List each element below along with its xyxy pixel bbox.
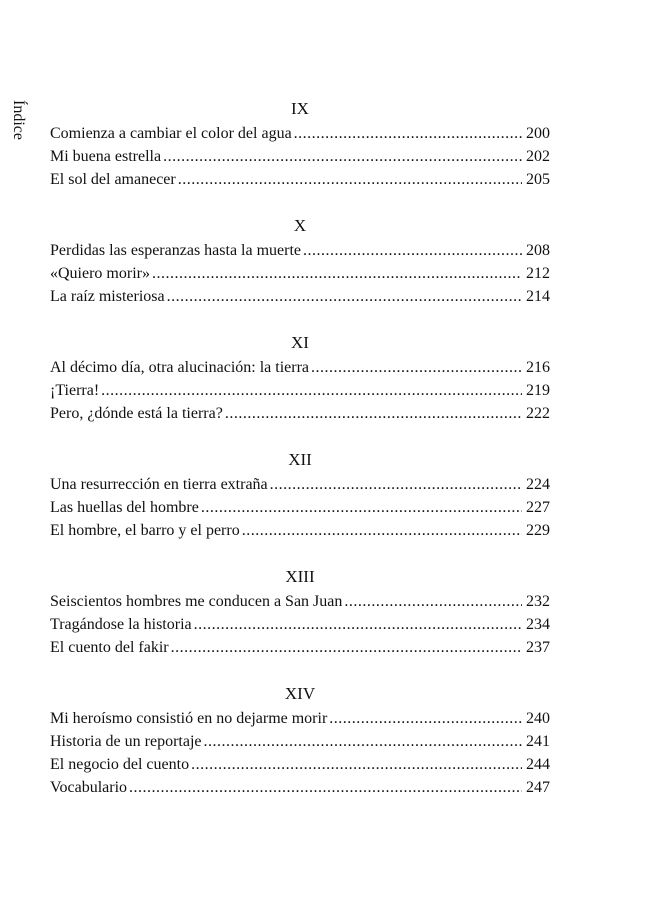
entry-title: Vocabulario: [50, 779, 128, 796]
dot-leader: [270, 473, 522, 496]
entry-page-number: 232: [526, 593, 550, 610]
chapter-title: XIII: [285, 567, 315, 586]
chapter-title: X: [293, 216, 307, 235]
toc-entry: [50, 379, 550, 402]
toc-entry: [50, 776, 550, 799]
entry-page-number: 216: [526, 359, 550, 376]
toc-entry: [50, 402, 550, 425]
entry-title: ¡Tierra!: [50, 382, 100, 399]
entry-title: Mi heroísmo consistió en no dejarme morir: [50, 710, 328, 727]
dot-leader: [225, 402, 522, 425]
entry-page-number: 202: [526, 148, 550, 165]
dot-leader: [303, 239, 522, 262]
toc-entry: [50, 168, 550, 191]
dot-leader: [242, 519, 522, 542]
entry-page-number: 205: [526, 171, 550, 188]
entry-title: Mi buena estrella: [50, 148, 162, 165]
entry-title: El hombre, el barro y el perro: [50, 522, 240, 539]
toc-entry: [50, 707, 550, 730]
entry-page-number: 222: [526, 405, 550, 422]
entry-title: El negocio del cuento: [50, 756, 190, 773]
toc-entry: [50, 145, 550, 168]
chapter-xiii: [50, 566, 550, 659]
entry-title: Al décimo día, otra alucinación: la tierra: [50, 359, 309, 376]
entry-page-number: 212: [526, 265, 550, 282]
dot-leader: [178, 168, 522, 191]
entry-title: La raíz misteriosa: [50, 288, 165, 305]
toc-entry: [50, 122, 550, 145]
entry-title: Tragándose la historia: [50, 616, 192, 633]
entry-title: Comienza a cambiar el color del agua: [50, 125, 292, 142]
dot-leader: [311, 356, 522, 379]
chapter-xii: [50, 449, 550, 542]
chapter-title: IX: [291, 99, 309, 118]
entry-page-number: 214: [526, 288, 550, 305]
dot-leader: [204, 730, 523, 753]
chapter-xi: [50, 332, 550, 425]
dot-leader: [167, 285, 522, 308]
dot-leader: [171, 636, 522, 659]
dot-leader: [163, 145, 522, 168]
dot-leader: [194, 613, 522, 636]
toc-entry: [50, 613, 550, 636]
entry-title: Seiscientos hombres me conducen a San Juan: [50, 593, 343, 610]
chapter-title: XII: [288, 450, 312, 469]
entry-page-number: 224: [526, 476, 550, 493]
running-head: Índice: [10, 100, 27, 140]
entry-page-number: 234: [526, 616, 550, 633]
toc-entry: [50, 519, 550, 542]
dot-leader: [201, 496, 522, 519]
entry-page-number: 208: [526, 242, 550, 259]
entry-page-number: 244: [526, 756, 550, 773]
toc-entry: [50, 590, 550, 613]
chapter-title: XIV: [284, 684, 316, 703]
entry-page-number: 219: [526, 382, 550, 399]
table-of-contents: [50, 98, 550, 823]
chapter-x: [50, 215, 550, 308]
dot-leader: [152, 262, 522, 285]
entry-title: Una resurrección en tierra extraña: [50, 476, 268, 493]
entry-page-number: 227: [526, 499, 550, 516]
chapter-ix: [50, 98, 550, 191]
dot-leader: [101, 379, 522, 402]
toc-entry: [50, 496, 550, 519]
toc-entry: [50, 262, 550, 285]
entry-title: Perdidas las esperanzas hasta la muerte: [50, 242, 302, 259]
dot-leader: [191, 753, 522, 776]
toc-entry: [50, 239, 550, 262]
dot-leader: [344, 590, 522, 613]
toc-entry: [50, 356, 550, 379]
entry-page-number: 241: [526, 733, 550, 750]
entry-title: «Quiero morir»: [50, 265, 150, 282]
entry-page-number: 229: [526, 522, 550, 539]
entry-title: El cuento del fakir: [50, 639, 169, 656]
entry-page-number: 240: [526, 710, 550, 727]
toc-entry: [50, 285, 550, 308]
dot-leader: [294, 122, 522, 145]
toc-entry: [50, 473, 550, 496]
toc-entry: [50, 753, 550, 776]
entry-title: El sol del amanecer: [50, 171, 176, 188]
dot-leader: [129, 776, 522, 799]
chapter-xiv: [50, 683, 550, 799]
entry-page-number: 247: [526, 779, 550, 796]
entry-title: Historia de un reportaje: [50, 733, 202, 750]
entry-title: Pero, ¿dónde está la tierra?: [50, 405, 223, 422]
toc-entry: [50, 730, 550, 753]
entry-title: Las huellas del hombre: [50, 499, 199, 516]
dot-leader: [329, 707, 522, 730]
entry-page-number: 237: [526, 639, 550, 656]
entry-page-number: 200: [526, 125, 550, 142]
chapter-title: XI: [291, 333, 309, 352]
toc-entry: [50, 636, 550, 659]
